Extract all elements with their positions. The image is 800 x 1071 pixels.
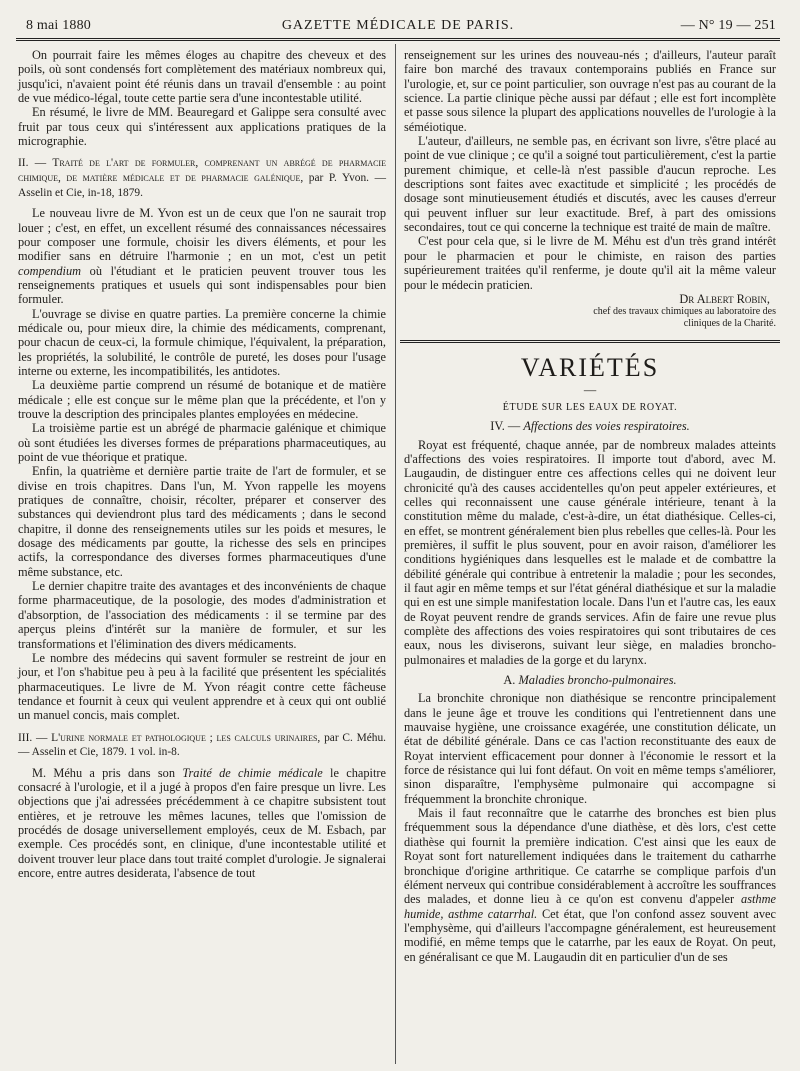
emphasis: compendium [18,263,82,278]
book-author: par C. Méhu. [324,731,387,744]
book-title: L'urine normale et pathologique ; les calculs urinaires, [51,731,321,744]
paragraph: M. Méhu a pris dans son Traité de chimie médicale le chapitre consacré à l'urologie, et il a jugé à propos d'en faire presque un livre. Les objections que j'ai adressées précédemment à ce chapitre subsistent tout entières, et je retrouve les mêmes lacunes, telles que l'omission de procédés de dosage universellement employés, ceux de M. Esbach, par exemple. Ces procédés sont, en clinique, d'une incontestable utilité et doivent trouver leur place dans tout traité complet d'urologie. Je signalerai encore, entre autres desiderata, l'absence de tout [18,765,386,881]
paragraph: La bronchite chronique non diathésique se rencontre principalement dans le jeune âge et trouve les conditions qui l'entretiennent dans une mauvaise hygiène, une croissance exagérée, une constitution délicate, un état de débilité générale. Dans ce cas l'action reconstituante des eaux de Royat intervient efficacement pour donner à l'économie le ressort et la force de résistance qui lui font défaut. On voit en même temps s'améliorer, sinon disparaître, l'emphysème pulmonaire qui accompagne si fréquemment la bronchite chronique. [404,691,776,806]
author-title: cliniques de la Charité. [683,318,776,330]
paragraph: On pourrait faire les mêmes éloges au chapitre des cheveux et des poils, où sont condensés fort complètement des matériaux nombreux qui, jusqu'ici, n'avaient point été réunis dans un travail d'ensemble : au point de vue médico-légal, toute cette partie sera d'une incontestable utilité. [18,48,386,106]
paragraph: L'auteur, d'ailleurs, ne semble pas, en écrivant son livre, s'être placé au point de vue clinique ; ce qu'il a soigné tout particulièrement, c'est la partie purement chimique, et celle-là n'est passible d'aucun reproche. Les descriptions sont faites avec exactitude et simplicité ; les procédés de dosage sont minutieusement étudiés et discutés, avec les causes d'erreur qui peuvent influer sur leur exactitude. Bref, à part des omissions secondaires, tout ce qui concerne la technique est traité de main de maître. [404,134,776,235]
emphasis: asthme humide, asthme catarrhal. [404,892,776,921]
right-column [404,48,776,964]
author-signature: Dr Albert Robin, [679,291,770,306]
issue-date: 8 mai 1880 [26,18,91,33]
left-column [18,48,386,881]
issue-page-number: — N° 19 — 251 [680,18,776,33]
paragraph: Enfin, la quatrième et dernière partie traite de l'art de formuler, et se divise en trois chapitres. Dans l'un, M. Yvon rappelle les moyens pratiques de connaître, choisir, récolter, préparer et conserver des substances qui deviendront plus tard des médicaments ; dans le second chapitre, il donne des renseignements utiles sur les poids et mesures, le dosage des médicaments par goutte, la richesse des sels en principes actifs, la correspondance des diverses formes pharmaceutiques d'une même substance, etc. [18,464,386,579]
paragraph: La deuxième partie comprend un résumé de botanique et de matière médicale ; elle est conçue sur le même plan que la précédente, et l'on y trouve la description des principales plantes employées en médecine. [18,378,386,421]
book-publisher: — Asselin et Cie, in-18, 1879. [18,172,386,199]
author-title: chef des travaux chimiques au laboratoire des [593,306,776,318]
article-section-title: IV. — Affections des voies respiratoires. [490,419,690,434]
emphasis: Traité de chimie médicale [182,765,323,780]
dash-separator: — [583,383,597,398]
section-number: III. — [18,731,48,744]
section-number: II. — [18,157,47,170]
article-subtitle: ÉTUDE SUR LES EAUX DE ROYAT. [502,402,678,414]
paragraph: Le dernier chapitre traite des avantages et des inconvénients de chaque forme pharmaceutique, de la posologie, des modes d'administration et d'absorption, de l'association des médicaments : il se termine par des aperçus pleins d'intérêt sur la manière de formuler, et sur les transformations et l'élimination des divers médicaments. [18,579,386,651]
paragraph: Le nouveau livre de M. Yvon est un de ceux que l'on ne saurait trop louer ; c'est, en effet, un excellent résumé des connaissances nécessaires pour composer une formule, choisir les divers éléments, et pour les modifier sans en détruire l'harmonie ; en un mot, c'est un petit compendium où l'étudiant et le praticien peuvent trouver tous les renseignements pratiques et usuels qui sont indispensables pour bien formuler. [18,206,386,307]
paragraph: L'ouvrage se divise en quatre parties. La première concerne la chimie médicale ou, pour mieux dire, la chimie des médicaments, comprenant, pour chacun de ceux-ci, la formule chimique, l'équivalent, la préparation, les propriétés, la solubilité, le contrôle de pureté, les doses pour l'usage interne ou externe, les incompatibilités, les antidotes. [18,306,386,378]
publication-title: GAZETTE MÉDICALE DE PARIS. [281,18,515,33]
subsection-title: A. Maladies broncho-pulmonaires. [503,673,677,688]
section-heading [18,156,386,200]
paragraph: C'est pour cela que, si le livre de M. Méhu est d'un très grand intérêt pour le pharmacien et pour le chimiste, en raison des parties supérieurement traitées qu'il renferme, je doute qu'il ait la même valeur pour le médecin praticien. [404,234,776,292]
book-author: par P. Yvon. [308,172,370,184]
paragraph: Mais il faut reconnaître que le catarrhe des bronches est bien plus fréquemment sous la dépendance d'une diathèse, et dès lors, c'est cette diathèse qui fournit la première indication. C'est ainsi que les eaux de Royat sont fort naturellement indiquées dans le traitement du catharrhe bronchique d'origine arthritique. Ce catarrhe se complique parfois d'un élément nerveux qui contribue considérablement à accroître les souffrances des malades, et donne lieu à ce qu'on est convenu d'appeler asthme humide, asthme catarrhal. Cet état, que l'on confond assez souvent avec l'emphysème, qui d'ailleurs l'accompagne généralement, est heureusement modifié, en même temps que le catarrhe, par les eaux de Royat. On peut, en généralisant ce que M. Laugaudin dit en particulier d'un de ses [404,806,777,964]
paragraph: La troisième partie est un abrégé de pharmacie galénique et chimique où sont étudiées les diverses formes de préparations pharmaceutiques, au point de vue théorique et pratique. [18,421,386,465]
paragraph: En résumé, le livre de MM. Beauregard et Galippe sera consulté avec fruit par tous ceux qui s'intéressent aux applications pratiques de la micrographie. [18,105,386,149]
header-rule [16,38,780,41]
paragraph: Royat est fréquenté, chaque année, par de nombreux malades atteints d'affections des voies respiratoires. Il importe tout d'abord, avec M. Laugaudin, de distinguer entre ces affections celles qui ne doivent leur chronicité qu'à des causes accidentelles qu'on peut appeler extérieures, et celles qui reconnaissent une cause générale intérieure, tenant à la constitution même du malade, c'est-à-dire, un état diathésique. Celles-ci, en effet, se montrent généralement bien plus rebelles que celles-là. Pour les premières, il suffit le plus souvent, pour en avoir raison, d'améliorer les conditions hygiéniques dans lesquelles est le malade et de combattre la débilité générale qui contribue à entretenir la maladie ; pour les secondes, il faut agir en même temps et sur l'état général diathésique et sur la maladie qui en est une simple manifestation locale. Dans l'un et l'autre cas, les eaux de Royat peuvent rendre de grands services. Afin de faire une revue plus complète des affections des voies respiratoires qui sont tributaires de ces eaux, nous les diviserons, suivant leur siège, en maladies broncho-pulmonaires et maladies de la gorge et du larynx. [404,437,776,667]
section-rule [400,340,780,343]
paragraph: renseignement sur les urines des nouveau-nés ; d'ailleurs, l'auteur paraît faire bon marché des travaux contemporains publiés en France sur l'urologie, et, sur ce point particulier, son ouvrage n'est pas au courant de la science. La partie clinique pèche aussi par défaut ; elle est fort incomplète et passe sous silence la plupart des applications nouvelles de l'urologie à la séméiotique. [404,48,776,134]
book-publisher: — Asselin et Cie, 1879. 1 vol. in-8. [18,746,180,759]
section-heading [18,731,386,760]
page-header [16,14,780,36]
book-title: Traité de l'art de formuler, comprenant un abrégé de pharmacie chimique, de matière médicale et de pharmacie galénique, [18,157,386,184]
paragraph: Le nombre des médecins qui savent formuler se restreint de jour en jour, et l'on s'habitue peu à peu à la facilité que présentent les spécialités pharmaceutiques. Le livre de M. Yvon réagit contre cette fâcheuse tendance et fournit à ceux qui veulent apprendre et à ceux qui ont oublié un manuel concis, mais complet. [18,650,386,723]
varietes-heading: VARIÉTÉS [520,353,660,383]
column-divider [395,44,396,1064]
